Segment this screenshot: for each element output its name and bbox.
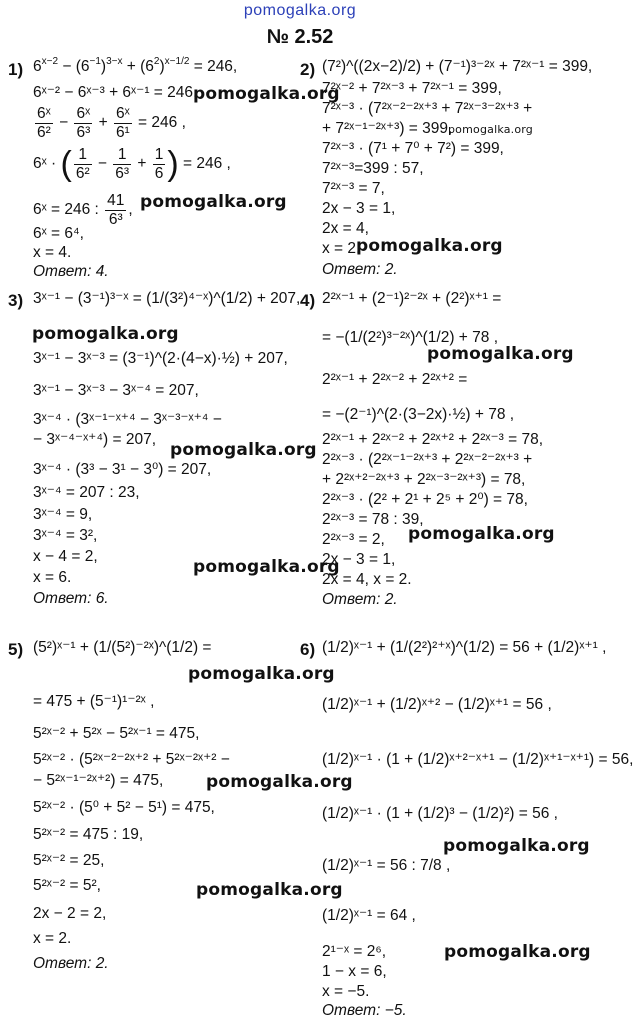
p2-line-10: x = 2. xyxy=(322,240,361,257)
p2-line-8: 2x − 3 = 1, xyxy=(322,200,396,217)
p2-line-5: 7²ˣ⁻³ · (7¹ + 7⁰ + 7²) = 399, xyxy=(322,140,504,157)
watermark: pomogalka.org xyxy=(196,880,343,900)
p6-line-4: (1/2)ˣ⁻¹ · (1 + (1/2)³ − (1/2)²) = 56 , xyxy=(322,805,558,822)
p3-line-5: − 3ˣ⁻⁴⁻ˣ⁺⁴) = 207, xyxy=(33,431,157,448)
p3-line-10: x − 4 = 2, xyxy=(33,548,98,565)
label-5: 5) xyxy=(8,640,24,659)
p4-line-7: + 2²ˣ⁺²⁻²ˣ⁺³ + 2²ˣ⁻³⁻²ˣ⁺³) = 78, xyxy=(322,471,526,488)
p6-line-8: 1 − x = 6, xyxy=(322,963,387,980)
p2-answer: Ответ: 2. xyxy=(322,261,398,278)
p2-line-1: (7²)^((2x−2)/2) + (7⁻¹)³⁻²ˣ + 7²ˣ⁻¹ = 399, xyxy=(322,58,593,75)
watermark: pomogalka.org xyxy=(427,344,574,364)
p6-line-2: (1/2)ˣ⁻¹ + (1/2)ˣ⁺² − (1/2)ˣ⁺¹ = 56 , xyxy=(322,696,552,713)
p1-line-1: $6^{x-2} - (6^{-1})^{3-x} + (6^2)^{x-1/2} = 246$, xyxy=(33,56,238,75)
p1-answer: Ответ: 4. xyxy=(33,263,109,280)
watermark: pomogalka.org xyxy=(140,192,287,212)
p6-line-5: (1/2)ˣ⁻¹ = 56 : 7/8 , xyxy=(322,857,451,874)
watermark: pomogalka.org xyxy=(408,524,555,544)
p6-answer: Ответ: −5. xyxy=(322,1002,407,1019)
p4-line-10: 2²ˣ⁻³ = 2, xyxy=(322,531,385,548)
watermark: pomogalka.org xyxy=(444,942,591,962)
p1-line-3: $\frac{\text{6ˣ}}{\text{6²}}$ − $\frac{\text{6ˣ}}{\text{6³}}$ + $\frac{\text{6ˣ}}{\text{6¹}}$ = 246 , xyxy=(37,105,186,141)
p3-line-11: x = 6. xyxy=(33,569,72,586)
label-4: 4) xyxy=(300,291,316,310)
p3-line-6: 3ˣ⁻⁴ · (3³ − 3¹ − 3⁰) = 207, xyxy=(33,461,212,478)
p3-answer: Ответ: 6. xyxy=(33,590,109,607)
p2-line-7: 7²ˣ⁻³ = 7, xyxy=(322,180,385,197)
p4-line-5: 2²ˣ⁻¹ + 2²ˣ⁻² + 2²ˣ⁺² + 2²ˣ⁻³ = 78, xyxy=(322,431,544,448)
p1-line-2: 6ˣ⁻² − 6ˣ⁻³ + 6ˣ⁻¹ = 246, xyxy=(33,84,198,101)
p6-line-3: (1/2)ˣ⁻¹ · (1 + (1/2)ˣ⁺²⁻ˣ⁺¹ − (1/2)ˣ⁺¹⁻ˣ⁺¹) = 56, xyxy=(322,751,633,768)
watermark: pomogalka.org xyxy=(356,236,503,256)
p1-line-6: 6ˣ = 6⁴, xyxy=(33,225,84,242)
p2-line-4: + 7²ˣ⁻¹⁻²ˣ⁺³) = 399, xyxy=(322,120,453,137)
p1-line-5: 6ˣ = 246 : $\frac{41}{\text{6³}}$ , xyxy=(33,192,133,228)
problem-title: № 2.52 xyxy=(266,26,334,48)
p4-line-3: 2²ˣ⁻¹ + 2²ˣ⁻² + 2²ˣ⁺² = xyxy=(322,371,468,388)
p5-line-9: 5²ˣ⁻² = 5², xyxy=(33,877,101,894)
p5-line-3: 5²ˣ⁻² + 5²ˣ − 5²ˣ⁻¹ = 475, xyxy=(33,725,200,742)
p6-line-7: 2¹⁻ˣ = 2⁶, xyxy=(322,943,387,960)
watermark: pomogalka.org xyxy=(193,84,340,104)
p2-line-9: 2x = 4, xyxy=(322,220,369,237)
p5-line-10: 2x − 2 = 2, xyxy=(33,905,107,922)
watermark: pomogalka.org xyxy=(32,324,179,344)
watermark: pomogalka.org xyxy=(193,557,340,577)
p2-line-6: 7²ˣ⁻³=399 : 57, xyxy=(322,160,424,177)
watermark: pomogalka.org xyxy=(170,440,317,460)
label-1: 1) xyxy=(8,60,24,79)
p5-line-4: 5²ˣ⁻² · (5²ˣ⁻²⁻²ˣ⁺² + 5²ˣ⁻²ˣ⁺² − xyxy=(33,751,230,768)
p6-line-6: (1/2)ˣ⁻¹ = 64 , xyxy=(322,907,416,924)
p3-line-4: 3ˣ⁻⁴ · (3ˣ⁻¹⁻ˣ⁺⁴ − 3ˣ⁻³⁻ˣ⁺⁴ − xyxy=(33,411,222,428)
watermark: pomogalka.org xyxy=(448,123,533,136)
p3-line-8: 3ˣ⁻⁴ = 9, xyxy=(33,506,93,523)
p6-line-9: x = −5. xyxy=(322,983,370,1000)
p5-line-11: x = 2. xyxy=(33,930,72,947)
p4-line-1: 2²ˣ⁻¹ + (2⁻¹)²⁻²ˣ + (2²)ˣ⁺¹ = xyxy=(322,290,502,307)
p4-line-4: = −(2⁻¹)^(2·(3−2x)·½) + 78 , xyxy=(322,406,515,423)
watermark: pomogalka.org xyxy=(443,836,590,856)
p4-line-12: 2x = 4, x = 2. xyxy=(322,571,412,588)
p5-line-6: 5²ˣ⁻² · (5⁰ + 5² − 5¹) = 475, xyxy=(33,799,215,816)
p4-line-11: 2x − 3 = 1, xyxy=(322,551,396,568)
p5-line-8: 5²ˣ⁻² = 25, xyxy=(33,852,105,869)
p4-line-8: 2²ˣ⁻³ · (2² + 2¹ + 2⁵ + 2⁰) = 78, xyxy=(322,491,528,508)
p5-line-7: 5²ˣ⁻² = 475 : 19, xyxy=(33,826,144,843)
watermark: pomogalka.org xyxy=(188,664,335,684)
p3-line-3: 3ˣ⁻¹ − 3ˣ⁻³ − 3ˣ⁻⁴ = 207, xyxy=(33,382,199,399)
p6-line-1: (1/2)ˣ⁻¹ + (1/(2²)²⁺ˣ)^(1/2) = 56 + (1/2)ˣ⁺¹ , xyxy=(322,639,607,656)
p3-line-9: 3ˣ⁻⁴ = 3², xyxy=(33,527,98,544)
p4-answer: Ответ: 2. xyxy=(322,591,398,608)
p4-line-6: 2²ˣ⁻³ · (2²ˣ⁻¹⁻²ˣ⁺³ + 2²ˣ⁻²⁻²ˣ⁺³ + xyxy=(322,451,533,468)
label-6: 6) xyxy=(300,640,316,659)
p1-line-4: 6ˣ · ( $\frac{1}{\text{6²}}$ − $\frac{1}{\text{6³}}$ + $\frac{1}{6}$ ) = 246 , xyxy=(33,145,231,183)
label-2: 2) xyxy=(300,60,316,79)
p3-line-2: 3ˣ⁻¹ − 3ˣ⁻³ = (3⁻¹)^(2·(4−x)·½) + 207, xyxy=(33,350,288,367)
p3-line-1: 3ˣ⁻¹ − (3⁻¹)³⁻ˣ = (1/(3²)⁴⁻ˣ)^(1/2) + 207, xyxy=(33,290,301,307)
p2-line-3: 7²ˣ⁻³ · (7²ˣ⁻²⁻²ˣ⁺³ + 7²ˣ⁻³⁻²ˣ⁺³ + xyxy=(322,100,533,117)
p2-line-2: 7²ˣ⁻² + 7²ˣ⁻³ + 7²ˣ⁻¹ = 399, xyxy=(322,80,502,97)
p4-line-9: 2²ˣ⁻³ = 78 : 39, xyxy=(322,511,424,528)
p5-answer: Ответ: 2. xyxy=(33,955,109,972)
p5-line-5: − 5²ˣ⁻¹⁻²ˣ⁺²) = 475, xyxy=(33,772,164,789)
p5-line-2: = 475 + (5⁻¹)¹⁻²ˣ , xyxy=(33,693,155,710)
watermark-top[interactable]: pomogalka.org xyxy=(243,2,357,19)
p3-line-7: 3ˣ⁻⁴ = 207 : 23, xyxy=(33,484,140,501)
p4-line-2: = −(1/(2²)³⁻²ˣ)^(1/2) + 78 , xyxy=(322,329,499,346)
watermark: pomogalka.org xyxy=(206,772,353,792)
p1-line-7: x = 4. xyxy=(33,244,72,261)
label-3: 3) xyxy=(8,291,24,310)
p5-line-1: (5²)ˣ⁻¹ + (1/(5²)⁻²ˣ)^(1/2) = xyxy=(33,639,212,656)
